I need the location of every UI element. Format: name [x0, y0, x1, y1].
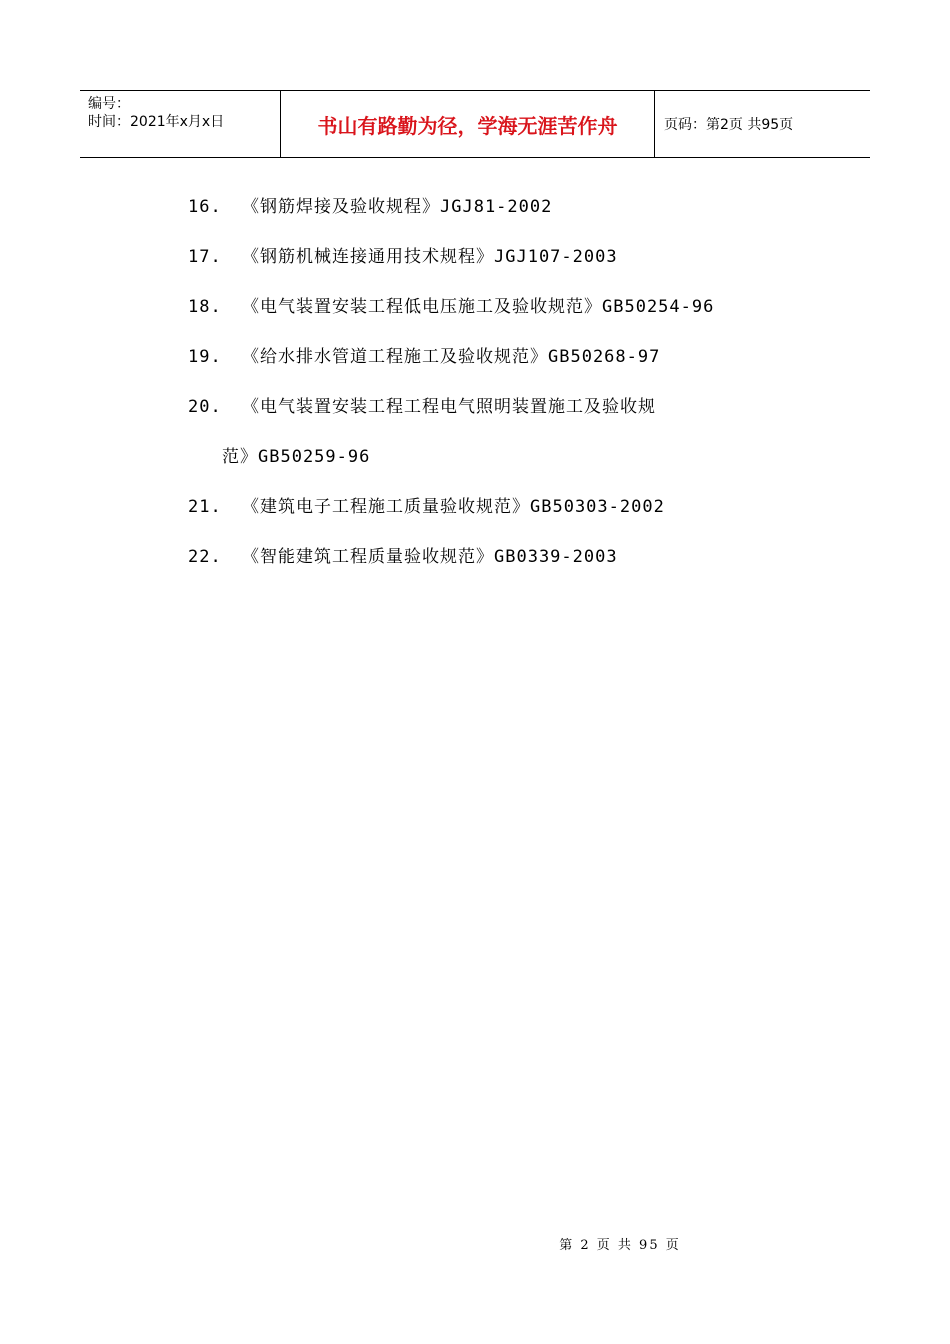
list-item-number: 16. [188, 197, 222, 217]
list-item-text: 《建筑电子工程施工质量验收规范》GB50303-2002 [242, 497, 665, 517]
list-item-text: 《智能建筑工程质量验收规范》GB0339-2003 [242, 547, 618, 567]
list-item [188, 238, 868, 288]
header-page-info: 页码：第2页 共95页 [664, 117, 794, 133]
list-item-text: 《电气装置安装工程低电压施工及验收规范》GB50254-96 [242, 297, 715, 317]
list-item-text: 《电气装置安装工程工程电气照明装置施工及验收规 [242, 397, 656, 417]
list-item [188, 288, 868, 338]
page-footer [0, 1234, 950, 1253]
header-meta-cell [80, 91, 281, 157]
list-item-text: 《给水排水管道工程施工及验收规范》GB50268-97 [242, 347, 661, 367]
list-item-text: 《钢筋焊接及验收规程》JGJ81-2002 [242, 197, 553, 217]
list-item-number: 17. [188, 247, 222, 267]
list-item [188, 488, 868, 538]
list-item [188, 188, 868, 238]
list-item [188, 388, 868, 438]
standards-list [188, 188, 868, 588]
document-number-label: 编号： [88, 96, 130, 112]
list-item [188, 338, 868, 388]
list-item-number: 22. [188, 547, 222, 567]
document-time-label: 时间：2021年x月x日 [88, 114, 225, 130]
header-motto-cell [281, 91, 655, 157]
list-item-continuation-text: 范》GB50259-96 [222, 447, 371, 467]
header-page-cell [655, 91, 870, 157]
list-item-number: 19. [188, 347, 222, 367]
page-header [80, 90, 870, 158]
list-item-text: 《钢筋机械连接通用技术规程》JGJ107-2003 [242, 247, 618, 267]
header-motto: 书山有路勤为径，学海无涯苦作舟 [317, 113, 618, 138]
list-item-number: 18. [188, 297, 222, 317]
list-item-number: 20. [188, 397, 222, 417]
list-item [188, 538, 868, 588]
footer-page-number: 第 2 页 共 95 页 [559, 1238, 681, 1253]
list-item-continuation [188, 438, 868, 488]
list-item-number: 21. [188, 497, 222, 517]
